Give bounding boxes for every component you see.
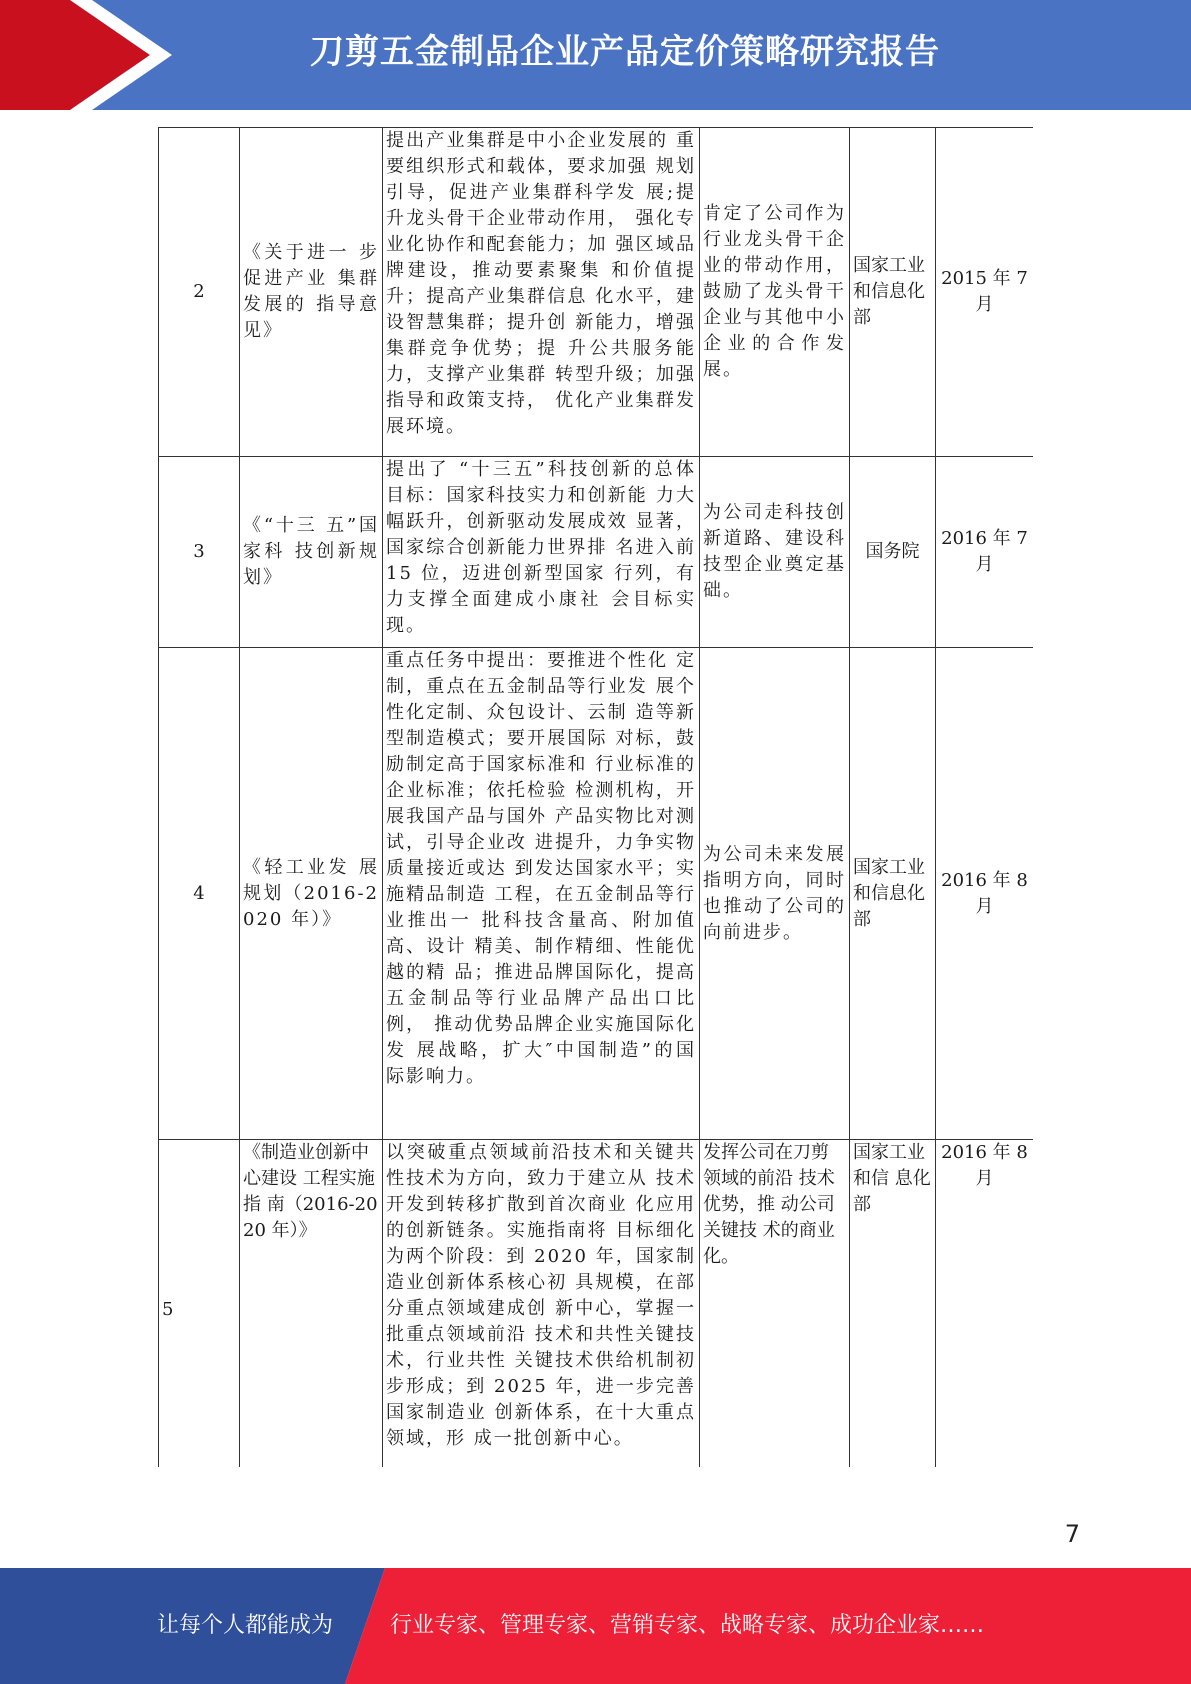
- policy-content: 提出了 “十三五”科技创新的总体目标：国家科技实力和创新能 力大幅跃升，创新驱动发展成效 显著，国家综合创新能力世界排 名进入前 15 位，迈进创新型国家 行列，有力支撑全面建成小康社 会目标实现。: [383, 457, 700, 648]
- policy-name: 《“十三 五”国家科 技创新规划》: [240, 457, 383, 648]
- policy-impact: 为公司走科技创新道路、建设科技型企业奠定基础。: [700, 457, 850, 648]
- page-number: 7: [1064, 1520, 1080, 1548]
- policy-table: [158, 127, 1033, 1467]
- table-row: [159, 457, 1034, 648]
- policy-impact: 肯定了公司作为行业龙头骨干企业的带动作用，鼓励了龙头骨干企业与其他中小企业的合作发 展。: [700, 128, 850, 457]
- policy-name: 《关于进一 步促进产业 集群发展的 指导意见》: [240, 128, 383, 457]
- policy-table-wrapper: [158, 127, 1033, 1467]
- policy-content: 提出产业集群是中小企业发展的 重要组织形式和载体，要求加强 规划引导，促进产业集群科学发 展;提升龙头骨干企业带动作用， 强化专业化协作和配套能力；加 强区域品牌建设，推动要素聚集 和价值提升；提高产业集群信息 化水平，建设智慧集群；提升创 新能力，增强集群竞争优势；提 升公共服务能力，支撑产业集群 转型升级；加强指导和政策支持， 优化产业集群发展环境。: [383, 128, 700, 457]
- row-number: 4: [159, 648, 240, 1140]
- table-row: [159, 128, 1034, 457]
- issuing-department: 国务院: [850, 457, 936, 648]
- row-number: 3: [159, 457, 240, 648]
- issuing-department: 国家工业和信 息化部: [850, 1140, 936, 1468]
- document-title: 刀剪五金制品企业产品定价策略研究报告: [310, 32, 940, 72]
- footer-slogan-left: 让每个人都能成为: [156, 1613, 333, 1638]
- issuing-department: 国家工业和信息化部: [850, 128, 936, 457]
- table-row: [159, 1140, 1034, 1468]
- policy-content: 重点任务中提出：要推进个性化 定制，重点在五金制品等行业发 展个性化定制、众包设计、云制 造等新型制造模式；要开展国际 对标，鼓励制定高于国家标准和 行业标准的企业标准；依托检验 检测机构，开展我国产品与国外 产品实物比对测试，引导企业改 进提升，力争实物质量接近或达 到发达国家水平；实施精品制造 工程，在五金制品等行业推出一 批科技含量高、附加值高、设计 精美、制作精细、性能优越的精 品；推进品牌国际化，提高五金制品等行业品牌产品出口比例， 推动优势品牌企业实施国际化发 展战略，扩大″中国制造”的国 际影响力。: [383, 648, 700, 1140]
- footer-slogan-right: 行业专家、管理专家、营销专家、战略专家、成功企业家……: [390, 1613, 985, 1638]
- row-number: 5: [159, 1140, 240, 1468]
- page-header: [0, 0, 1191, 110]
- policy-impact: 发挥公司在刀剪领域的前沿 技术优势，推 动公司关键技 术的商业化。: [700, 1140, 850, 1468]
- issue-date: 2016 年 8 月: [936, 1140, 1034, 1468]
- policy-name: 《轻工业发 展规划（2016-2020 年）》: [240, 648, 383, 1140]
- issuing-department: 国家工业和信息化部: [850, 648, 936, 1140]
- table-row: [159, 648, 1034, 1140]
- row-number: 2: [159, 128, 240, 457]
- issue-date: 2016 年 7 月: [936, 457, 1034, 648]
- policy-content: 以突破重点领域前沿技术和关键共性技术为方向，致力于建立从 技术开发到转移扩散到首次商业 化应用的创新链条。实施指南将 目标细化为两个阶段：到 2020 年，国家制造业创新体系核心初 具规模，在部分重点领域建成创 新中心，掌握一批重点领域前沿 技术和共性关键技术，行业共性 关键技术供给机制初步形成；到 2025 年，进一步完善国家制造业 创新体系，在十大重点领域，形 成一批创新中心。: [383, 1140, 700, 1468]
- issue-date: 2015 年 7 月: [936, 128, 1034, 457]
- policy-impact: 为公司未来发展指明方向，同时也推动了公司的向前进步。: [700, 648, 850, 1140]
- issue-date: 2016 年 8 月: [936, 648, 1034, 1140]
- policy-name: 《制造业创新中心建设 工程实施指 南（2016-2020 年）》: [240, 1140, 383, 1468]
- page-footer: [0, 1568, 1191, 1684]
